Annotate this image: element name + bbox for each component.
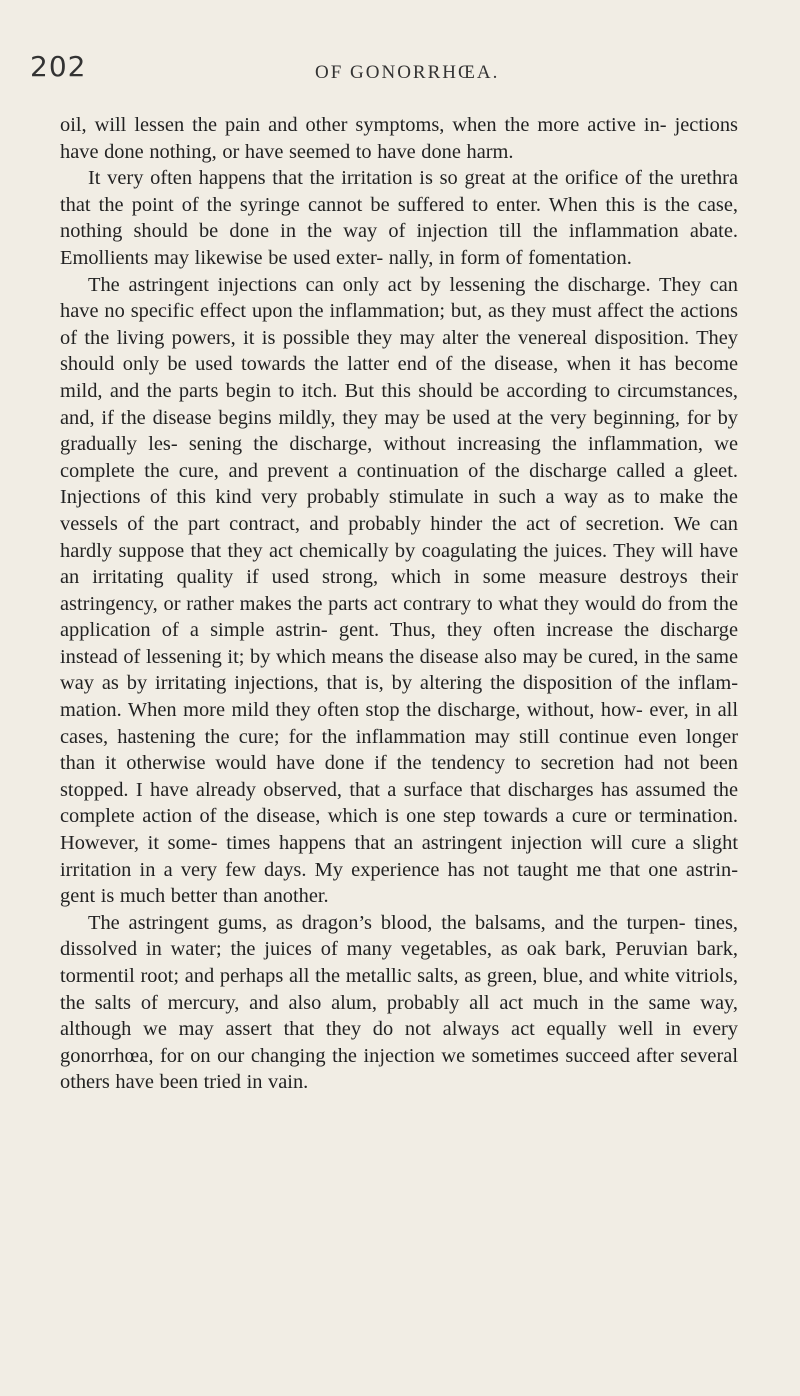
paragraph-syringe: It very often happens that the irritation is so great at the orifice of the urethra that the point of the syringe cannot be suffered to enter. When this is the case, nothing should be done in the way of injection till the inflammation abate. Emollients may likewise be used exter- nally, in form of fomentation. (60, 167, 738, 269)
paragraph-astringent-gums: The astringent gums, as dragon’s blood, the balsams, and the turpen- tines, dissolved in water; the juices of many vegetables, as oak bark, Peruvian bark, tormentil root; and perhaps all the metallic salts, as green, blue, and white vitriols, the salts of mercury, and also alum, probably all act much in the same way, although we may assert that they do not always act equally well in every gonorrhœa, for on our changing the injection we sometimes succeed after several others have been tried in vain. (60, 911, 738, 1094)
running-head (30, 50, 760, 90)
body-text (60, 112, 738, 1096)
running-title: OF GONORRHŒA. (315, 62, 500, 83)
paragraph-astringent-injections: The astringent injections can only act by lessening the discharge. They can have no specific effect upon the inflammation; but, as they must affect the actions of the living powers, it is possible they may alter the venereal disposition. They should only be used towards the latter end of the disease, when it has become mild, and the parts begin to itch. But this should be according to circumstances, and, if the disease begins mildly, they may be used at the very beginning, for by gradually les- sening the discharge, without increasing the inflammation, we complete the cure, and prevent a continuation of the discharge called a gleet. Injections of this kind very probably stimulate in such a way as to make the vessels of the part contract, and probably hinder the act of secretion. We can hardly suppose that they act chemically by coagulating the juices. They will have an irritating quality if used strong, which in some measure destroys their astringency, or rather makes the parts act contrary to what they would do from the application of a simple astrin- gent. Thus, they often increase the discharge instead of lessening it; by which means the disease also may be cured, in the same way as by irritating injections, that is, by altering the disposition of the inflam- mation. When more mild they often stop the discharge, without, how- ever, in all cases, hastening the cure; for the inflammation may still continue even longer than it otherwise would have done if the tendency to secretion had not been stopped. I have already observed, that a surface that discharges has assumed the complete action of the disease, which is one step towards a cure or termination. However, it some- times happens that an astringent injection will cure a slight irritation in a very few days. My experience has not taught me that one astrin- gent is much better than another. (60, 273, 738, 908)
page-number: 202 (30, 50, 87, 83)
paragraph-continuation: oil, will lessen the pain and other symptoms, when the more active in- jections have done nothing, or have seemed to have done harm. (60, 114, 738, 163)
